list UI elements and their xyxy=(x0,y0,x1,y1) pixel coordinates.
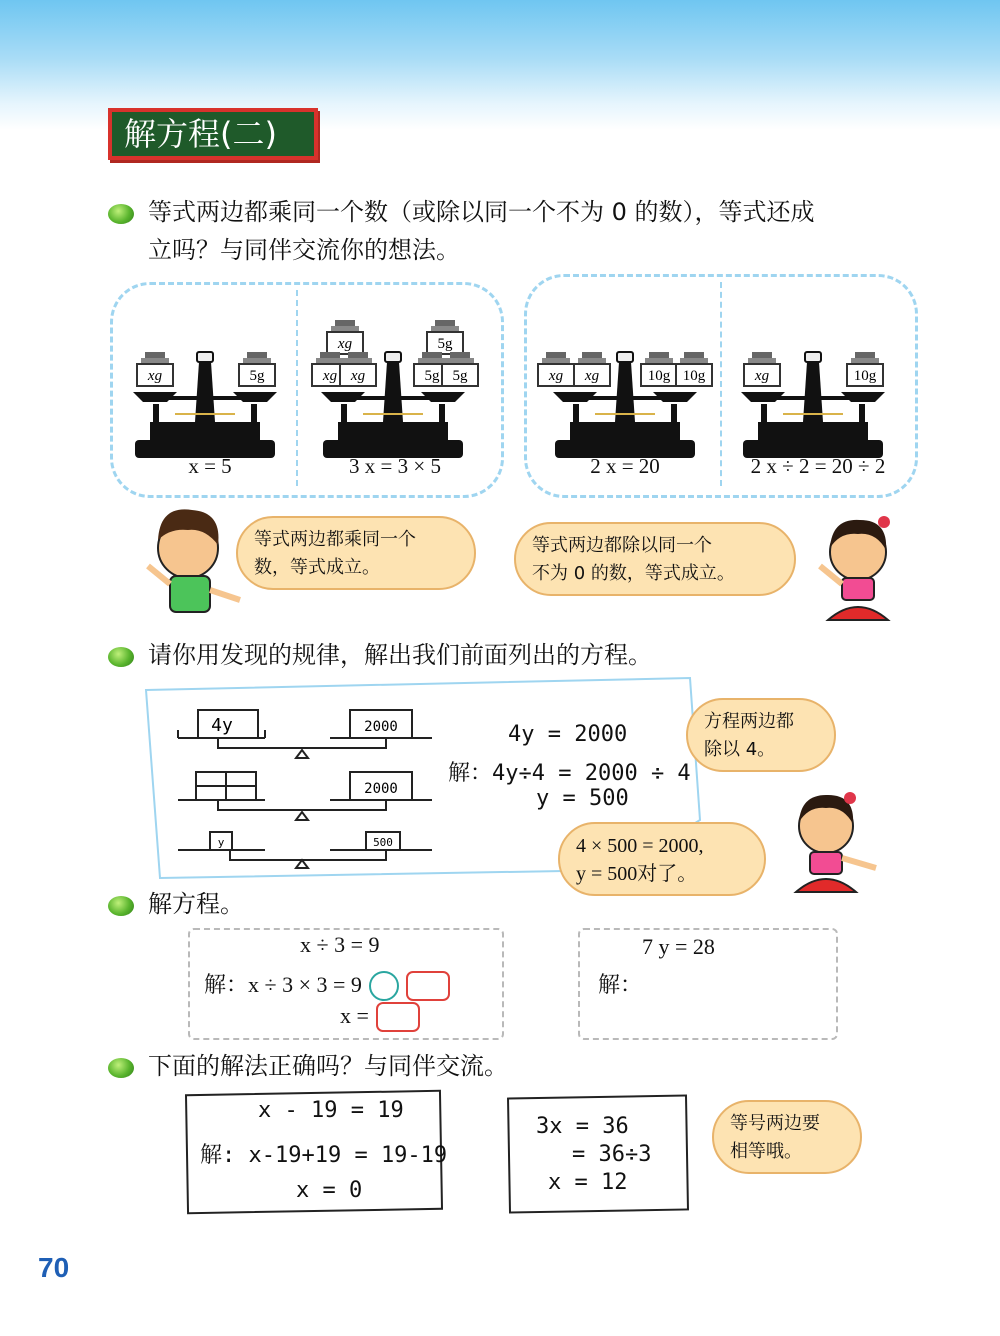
bubble-text: 等号两边要 xyxy=(730,1113,820,1134)
girl-illustration xyxy=(796,792,876,892)
equation-label: 2 x ÷ 2 = 20 ÷ 2 xyxy=(750,454,886,478)
exercise-equation: 7 y = 28 xyxy=(642,934,715,959)
speech-bubble xyxy=(514,522,796,596)
bullet-icon xyxy=(108,647,134,667)
card-line: x = 0 xyxy=(296,1178,363,1203)
weight-label: xg xyxy=(147,368,163,384)
bubble-text: 方程两边都 xyxy=(704,711,794,732)
speech-bubble xyxy=(558,822,766,896)
weight-label: 10g xyxy=(682,368,706,384)
card-line: 解: x-19+19 = 19-19 xyxy=(200,1143,448,1168)
step-prefix: 解： xyxy=(204,973,249,998)
thought-bubble xyxy=(686,698,836,772)
card-line: 3x = 36 xyxy=(536,1114,629,1139)
card-line: = 36÷3 xyxy=(572,1142,652,1167)
answer-blank-circle[interactable] xyxy=(369,971,399,1001)
girl-illustration xyxy=(820,516,890,620)
weight-label: xg xyxy=(350,368,366,384)
exercise-result xyxy=(340,1002,420,1032)
equation-label: 2 x = 20 xyxy=(590,454,660,478)
bubble-text: 等式两边都除以同一个 xyxy=(532,535,712,556)
work-line: 解：4y÷4 = 2000 ÷ 4 xyxy=(448,761,691,786)
weight-label: xg xyxy=(337,336,353,352)
equation-label: x = 5 xyxy=(188,454,232,478)
page-number: 70 xyxy=(38,1252,70,1283)
weight-label: xg xyxy=(322,368,338,384)
bubble-text: 4 × 500 = 2000, xyxy=(576,835,704,857)
box-label: 4y xyxy=(211,715,233,736)
box-label: 2000 xyxy=(364,719,398,735)
question-4: 下面的解法正确吗？与同伴交流。 xyxy=(148,1052,508,1080)
weight-label: 5g xyxy=(424,368,440,384)
speech-bubble xyxy=(236,516,476,590)
bubble-text: 不为 0 的数，等式成立。 xyxy=(532,563,735,584)
question-3: 解方程。 xyxy=(148,890,244,918)
bullet-icon xyxy=(108,896,134,916)
weight-label: 10g xyxy=(647,368,671,384)
question-1-line1: 等式两边都乘同一个数（或除以同一个不为 0 的数），等式还成 xyxy=(148,198,815,226)
box-label: 2000 xyxy=(364,781,398,797)
bullet-icon xyxy=(108,1058,134,1078)
lesson-title-text: 解方程(二) xyxy=(124,115,277,153)
exercise-equation: x ÷ 3 = 9 xyxy=(300,932,380,957)
box-label: 500 xyxy=(373,836,393,849)
card-line: x = 12 xyxy=(548,1170,628,1195)
question-1-line2: 立吗？与同伴交流你的想法。 xyxy=(148,236,460,264)
weight-label: 10g xyxy=(853,368,877,384)
exercise-step-prefix: 解： xyxy=(598,973,643,998)
exercise-step xyxy=(204,968,450,1001)
weight-label: 5g xyxy=(437,336,453,352)
step-equation: x ÷ 3 × 3 = 9 xyxy=(248,972,362,997)
result-label: x = xyxy=(340,1003,369,1028)
answer-blank-rect[interactable] xyxy=(376,1002,420,1032)
weight-label: 5g xyxy=(249,368,265,384)
equation-label: 3 x = 3 × 5 xyxy=(349,454,441,478)
weight-label: xg xyxy=(754,368,770,384)
bubble-text: y = 500对了。 xyxy=(576,863,698,885)
box-label: y xyxy=(217,836,225,849)
bubble-text: 相等哦。 xyxy=(730,1141,802,1162)
bubble-text: 除以 4。 xyxy=(704,739,776,760)
boy-illustration xyxy=(148,509,240,612)
weight-label: 5g xyxy=(452,368,468,384)
thought-bubble xyxy=(712,1100,862,1174)
work-line: 4y = 2000 xyxy=(508,722,628,747)
card-line: x - 19 = 19 xyxy=(258,1098,404,1123)
question-2: 请你用发现的规律，解出我们前面列出的方程。 xyxy=(148,641,652,669)
bubble-text: 数，等式成立。 xyxy=(254,557,380,578)
answer-blank-rect[interactable] xyxy=(406,971,450,1001)
weight-label: xg xyxy=(584,368,600,384)
weight-label: xg xyxy=(548,368,564,384)
bubble-text: 等式两边都乘同一个 xyxy=(254,529,416,550)
work-line: y = 500 xyxy=(536,786,629,811)
